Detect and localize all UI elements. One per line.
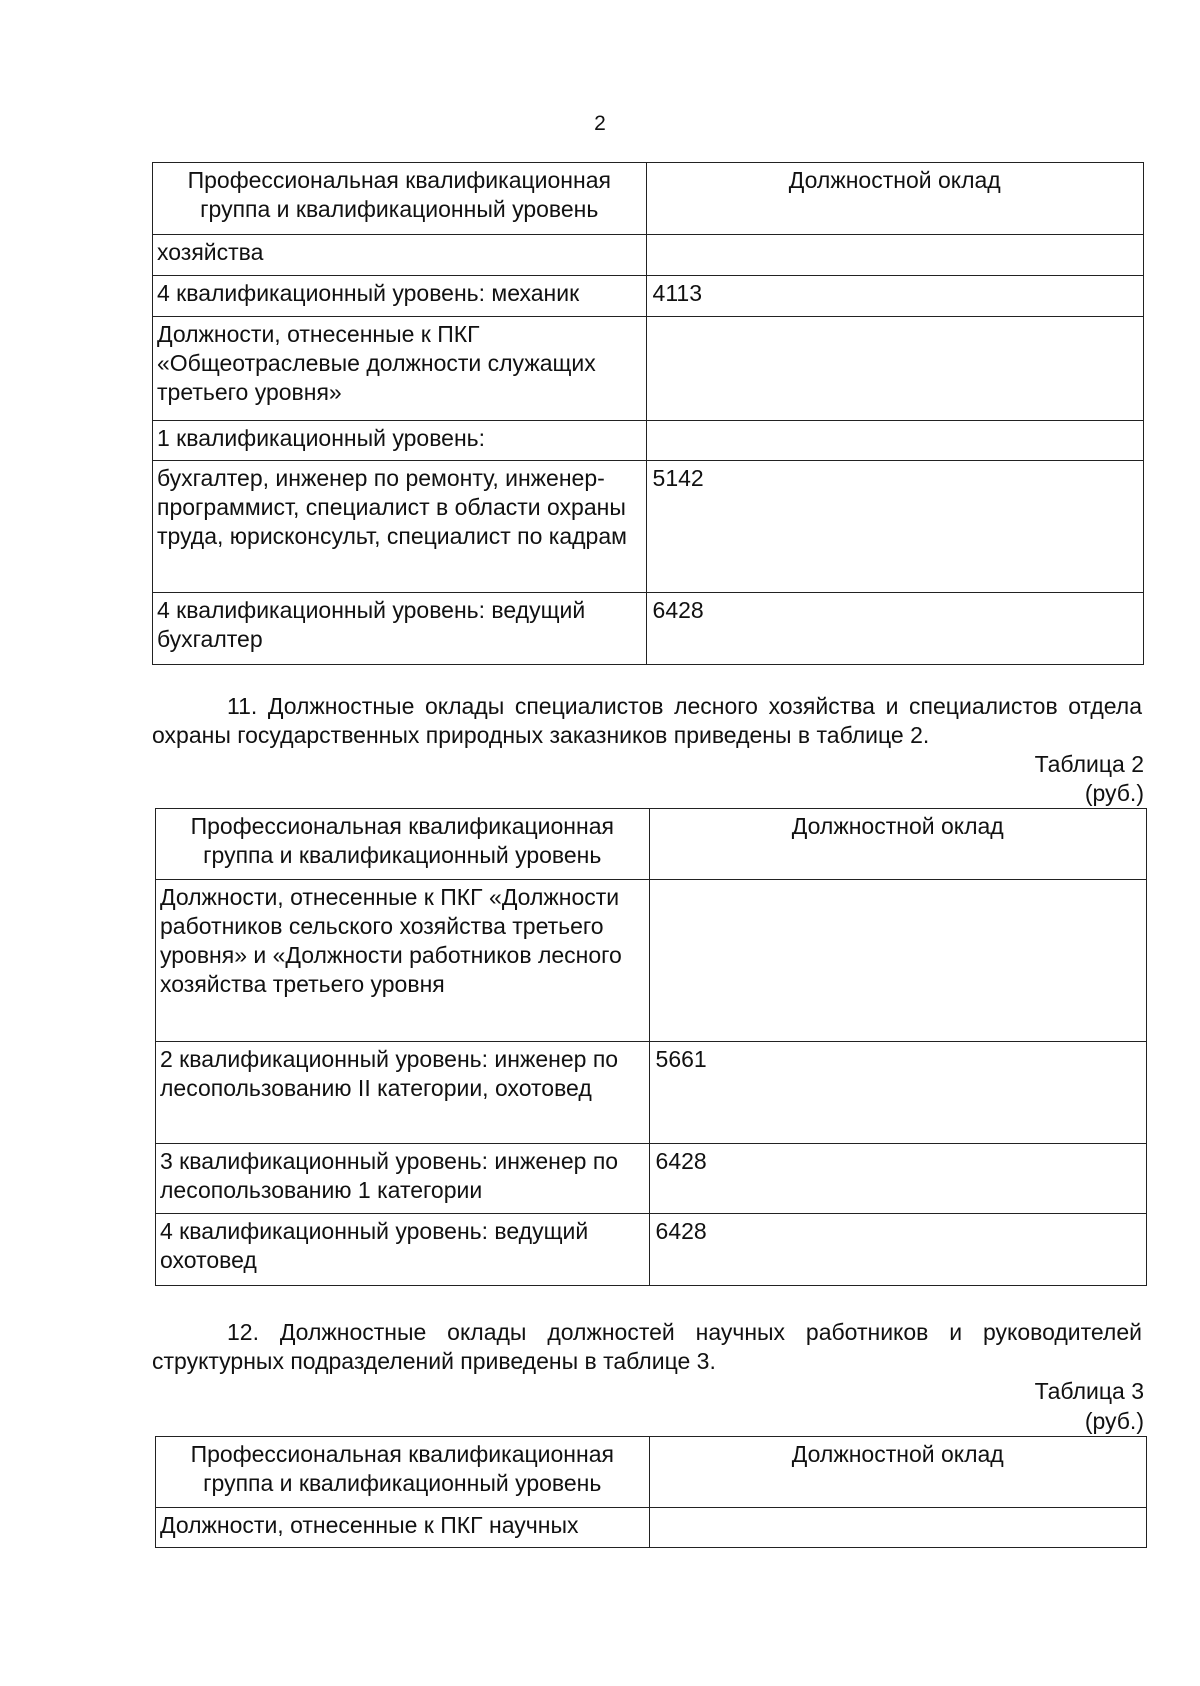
cell-salary: 6428 xyxy=(649,1144,1146,1214)
table-row xyxy=(156,1042,1147,1144)
table-row xyxy=(156,880,1147,1042)
cell-position: хозяйства xyxy=(153,235,647,276)
page-number: 2 xyxy=(594,112,606,135)
cell-position: 1 квалификационный уровень: xyxy=(153,421,647,461)
header-qualification-group: Профессиональная квалификационная группа и квалификационный уровень xyxy=(156,809,650,880)
salary-table-3 xyxy=(155,1436,1147,1548)
table-row xyxy=(153,461,1144,593)
cell-salary: 6428 xyxy=(646,593,1143,665)
cell-salary xyxy=(649,1508,1146,1548)
cell-position: Должности, отнесенные к ПКГ «Должности работников сельского хозяйства третьего уровня» и «Должности работников лесного хозяйства третьего уровня xyxy=(156,880,650,1042)
table-row xyxy=(153,593,1144,665)
header-salary: Должностной оклад xyxy=(646,163,1143,235)
cell-salary xyxy=(646,317,1143,421)
cell-position: 2 квалификационный уровень: инженер по лесопользованию II категории, охотовед xyxy=(156,1042,650,1144)
table-row xyxy=(153,276,1144,317)
cell-salary: 5142 xyxy=(646,461,1143,593)
cell-position: 3 квалификационный уровень: инженер по лесопользованию 1 категории xyxy=(156,1144,650,1214)
cell-salary: 6428 xyxy=(649,1214,1146,1286)
table-2-caption: Таблица 2 xyxy=(1034,751,1144,777)
header-qualification-group: Профессиональная квалификационная группа и квалификационный уровень xyxy=(156,1437,650,1508)
table-header-row xyxy=(156,809,1147,880)
cell-position: 4 квалификационный уровень: ведущий бухгалтер xyxy=(153,593,647,665)
salary-table-2 xyxy=(155,808,1147,1286)
paragraph-11-text: 11. Должностные оклады специалистов лесного хозяйства и специалистов отдела охраны государственных природных заказников приведены в таблице 2. xyxy=(152,693,1142,748)
table-header-row xyxy=(156,1437,1147,1508)
header-salary: Должностной оклад xyxy=(649,809,1146,880)
cell-salary: 5661 xyxy=(649,1042,1146,1144)
table-row xyxy=(156,1214,1147,1286)
table-row xyxy=(156,1144,1147,1214)
cell-position: 4 квалификационный уровень: ведущий охотовед xyxy=(156,1214,650,1286)
cell-position: Должности, отнесенные к ПКГ научных xyxy=(156,1508,650,1548)
table-row xyxy=(153,235,1144,276)
table-3-caption: Таблица 3 xyxy=(1034,1378,1144,1404)
cell-position: Должности, отнесенные к ПКГ «Общеотраслевые должности служащих третьего уровня» xyxy=(153,317,647,421)
table-3-unit: (руб.) xyxy=(1084,1408,1144,1434)
salary-table-1 xyxy=(152,162,1144,665)
cell-salary xyxy=(649,880,1146,1042)
table-row xyxy=(153,421,1144,461)
paragraph-12-text: 12. Должностные оклады должностей научных работников и руководителей структурных подразделений приведены в таблице 3. xyxy=(152,1319,1142,1374)
table-header-row xyxy=(153,163,1144,235)
cell-position: 4 квалификационный уровень: механик xyxy=(153,276,647,317)
cell-salary xyxy=(646,421,1143,461)
table-row xyxy=(153,317,1144,421)
cell-salary: 4113 xyxy=(646,276,1143,317)
cell-salary xyxy=(646,235,1143,276)
table-row xyxy=(156,1508,1147,1548)
paragraph-11 xyxy=(152,692,1142,750)
paragraph-12 xyxy=(152,1318,1142,1376)
cell-position: бухгалтер, инженер по ремонту, инженер-программист, специалист в области охраны труда, юрисконсульт, специалист по кадрам xyxy=(153,461,647,593)
table-2-unit: (руб.) xyxy=(1084,780,1144,806)
header-qualification-group: Профессиональная квалификационная группа и квалификационный уровень xyxy=(153,163,647,235)
header-salary: Должностной оклад xyxy=(649,1437,1146,1508)
